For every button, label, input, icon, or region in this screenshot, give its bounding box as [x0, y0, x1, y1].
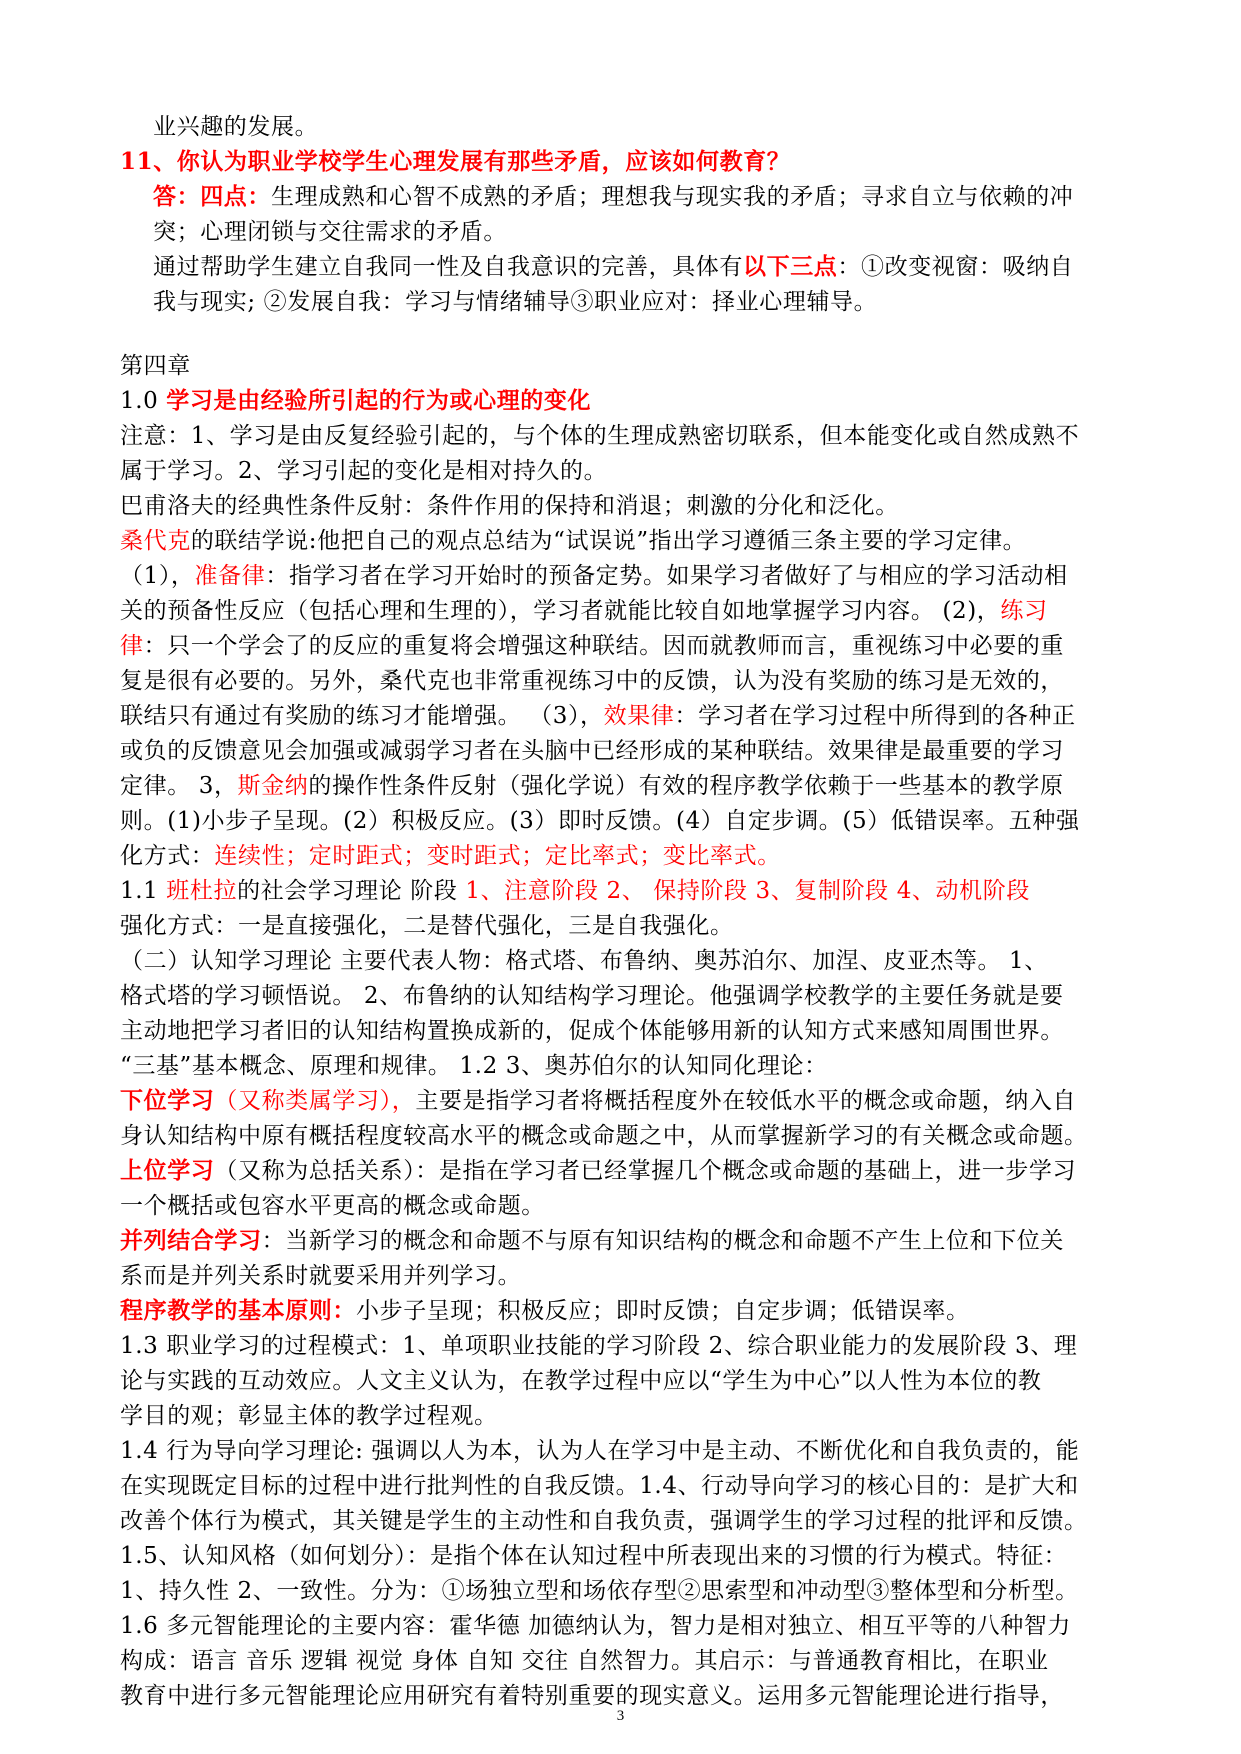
text-line — [120, 1576, 1079, 1606]
highlighted-text: （又称类属学习）， — [214, 1088, 416, 1114]
text-line — [120, 561, 1068, 591]
text-segment: ：当新学习的概念和命题不与原有知识结构的概念和命题不产生上位和下位关 — [261, 1228, 1065, 1254]
highlighted-text: 准备律 — [194, 563, 266, 589]
text-segment: 1.3 职业学习的过程模式：1、单项职业技能的学习阶段 2、综合职业能力的发展阶段 3、理 — [120, 1333, 1078, 1359]
text-line — [120, 1296, 970, 1326]
text-segment: 定律。 3， — [120, 773, 238, 799]
text-line — [120, 147, 790, 177]
text-segment: “三基”基本概念、原理和规律。 1.2 3、奥苏伯尔的认知同化理论： — [120, 1053, 828, 1079]
text-line — [120, 981, 1064, 1011]
highlighted-text: 11、你认为职业学校学生心理发展有那些矛盾，应该如何教育？ — [120, 148, 791, 175]
highlighted-text: 并列结合学习 — [120, 1227, 262, 1254]
text-line — [120, 666, 1064, 696]
highlighted-text: 程序教学的基本原则： — [120, 1297, 356, 1324]
text-line — [120, 596, 1048, 626]
text-line — [153, 182, 1073, 212]
page-number: 3 — [616, 1708, 625, 1724]
text-segment: （二）认知学习理论 主要代表人物：格式塔、布鲁纳、奥苏泊尔、加涅、皮亚杰等。 1、 — [120, 948, 1048, 974]
text-line — [120, 841, 781, 871]
text-line — [120, 806, 1080, 836]
text-segment: 1.0 — [120, 388, 167, 414]
text-line — [120, 911, 734, 941]
text-line — [120, 1016, 1064, 1046]
text-line — [120, 1611, 1071, 1641]
text-segment: 复是很有必要的。另外，桑代克也非常重视练习中的反馈，认为没有奖励的练习是无效的， — [120, 668, 1064, 694]
text-line — [120, 1506, 1088, 1536]
text-line — [120, 1646, 1049, 1676]
text-segment: 主动地把学习者旧的认知结构置换成新的，促成个体能够用新的认知方式来感知周围世界。 — [120, 1018, 1064, 1044]
text-line — [120, 1541, 1067, 1571]
text-line — [153, 252, 1073, 282]
text-segment: 小步子呈现；积极反应；即时反馈；自定步调；低错误率。 — [356, 1298, 970, 1324]
text-line — [120, 1121, 1088, 1151]
text-segment: 论与实践的互动效应。人文主义认为，在教学过程中应以“学生为中心”以人性为本位的教 — [120, 1368, 1042, 1394]
text-line — [120, 1331, 1077, 1361]
text-line — [120, 771, 1064, 801]
text-line — [120, 631, 1064, 661]
highlighted-text: 以下三点 — [743, 253, 838, 280]
highlighted-text: 桑代克 — [120, 528, 191, 554]
text-line — [120, 491, 899, 521]
text-segment: 1.1 — [120, 878, 167, 904]
text-segment: 在实现既定目标的过程中进行批判性的自我反馈。1.4、行动导向学习的核心目的：是扩大和 — [120, 1473, 1079, 1499]
text-segment: （1）， — [120, 563, 195, 589]
text-line — [153, 217, 507, 247]
text-line — [120, 1471, 1079, 1501]
text-segment: 格式塔的学习顿悟说。 2、布鲁纳的认知结构学习理论。他强调学校教学的主要任务就是要 — [120, 983, 1064, 1009]
highlighted-text: 效果律 — [603, 703, 675, 729]
text-segment: 身认知结构中原有概括程度较高水平的概念或命题之中，从而掌握新学习的有关概念或命题。 — [120, 1123, 1088, 1149]
text-segment: 强化方式：一是直接强化，二是替代强化，三是自我强化。 — [120, 913, 734, 939]
text-line — [120, 1436, 1079, 1466]
text-line — [120, 1191, 545, 1221]
text-segment: ：只一个学会了的反应的重复将会增强这种联结。因而就教师而言，重视练习中必要的重 — [143, 633, 1065, 659]
highlighted-text: 1、注意阶段 2、 保持阶段 3、复制阶段 4、动机阶段 — [465, 878, 1030, 904]
text-segment: 改善个体行为模式，其关键是学生的主动性和自我负责，强调学生的学习过程的批评和反馈。 — [120, 1508, 1088, 1534]
text-line — [120, 876, 1030, 906]
highlighted-text: 班杜拉 — [166, 878, 238, 904]
text-line — [120, 1681, 1064, 1711]
highlighted-text: 练习 — [1000, 598, 1048, 624]
text-segment: 联结只有通过有奖励的练习才能增强。 （3）， — [120, 703, 604, 729]
text-segment: 注意：1、学习是由反复经验引起的，与个体的生理成熟密切联系，但本能变化或自然成熟不 — [120, 423, 1080, 449]
text-line — [120, 421, 1079, 451]
text-segment: 化方式： — [120, 843, 215, 869]
text-segment: 构成：语言 音乐 逻辑 视觉 身体 自知 交往 自然智力。其启示：与普通教育相比，在职业 — [120, 1648, 1049, 1674]
text-segment: 第四章 — [120, 353, 191, 379]
text-line — [120, 456, 607, 486]
text-segment: ：①改变视窗：吸纳自 — [837, 254, 1074, 280]
text-segment: ：指学习者在学习开始时的预备定势。如果学习者做好了与相应的学习活动相 — [265, 563, 1068, 589]
text-line — [120, 701, 1076, 731]
highlighted-text: 答：四点： — [153, 183, 271, 210]
text-segment: 生理成熟和心智不成熟的矛盾；理想我与现实我的矛盾；寻求自立与依赖的冲 — [271, 184, 1074, 210]
text-segment: 属于学习。2、学习引起的变化是相对持久的。 — [120, 458, 608, 484]
text-line — [120, 386, 591, 416]
text-segment: 教育中进行多元智能理论应用研究有着特别重要的现实意义。运用多元智能理论进行指导， — [120, 1683, 1064, 1709]
text-segment: 1、持久性 2、一致性。分为：①场独立型和场依存型②思索型和冲动型③整体型和分析型。 — [120, 1578, 1079, 1604]
text-segment: 的联结学说:他把自己的观点总结为“试误说”指出学习遵循三条主要的学习定律。 — [190, 528, 1027, 554]
text-segment: （又称为总括关系）：是指在学习者已经掌握几个概念或命题的基础上，进一步学习 — [214, 1158, 1077, 1184]
text-segment: 巴甫洛夫的经典性条件反射：条件作用的保持和消退；刺激的分化和泛化。 — [120, 493, 899, 519]
text-segment: 主要是指学习者将概括程度外在较低水平的概念或命题，纳入自 — [415, 1088, 1077, 1114]
text-line — [120, 1156, 1076, 1186]
text-segment: 则。(1)小步子呈现。(2）积极反应。(3）即时反馈。(4）自定步调。(5）低错误率。五种强 — [120, 808, 1080, 834]
highlighted-text: 连续性；定时距式；变时距式；定比率式；变比率式。 — [214, 843, 781, 869]
text-segment: 系而是并列关系时就要采用并列学习。 — [120, 1263, 522, 1289]
text-segment: 或负的反馈意见会加强或减弱学习者在头脑中已经形成的某种联结。效果律是最重要的学习 — [120, 738, 1064, 764]
text-segment: 学目的观；彰显主体的教学过程观。 — [120, 1403, 498, 1429]
highlighted-text: 律 — [120, 633, 144, 659]
text-segment: 的社会学习理论 阶段 — [237, 878, 466, 904]
text-line — [120, 736, 1064, 766]
text-line — [120, 1366, 1042, 1396]
text-segment: 我与现实; ②发展自我：学习与情绪辅导③职业应对：择业心理辅导。 — [153, 289, 878, 315]
text-segment: ：学习者在学习过程中所得到的各种正 — [674, 703, 1076, 729]
highlighted-text: 学习是由经验所引起的行为或心理的变化 — [166, 387, 592, 414]
text-segment: 业兴趣的发展。 — [153, 114, 319, 140]
text-segment: 一个概括或包容水平更高的概念或命题。 — [120, 1193, 545, 1219]
text-line — [120, 1226, 1064, 1256]
text-line — [120, 351, 191, 381]
highlighted-text: 下位学习 — [120, 1087, 215, 1114]
text-line — [153, 287, 877, 317]
text-segment: 突；心理闭锁与交往需求的矛盾。 — [153, 219, 507, 245]
highlighted-text: 斯金纳 — [237, 773, 309, 799]
highlighted-text: 上位学习 — [120, 1157, 215, 1184]
text-line — [120, 946, 1048, 976]
text-segment: 1.6 多元智能理论的主要内容：霍华德 加德纳认为，智力是相对独立、相互平等的八种智力 — [120, 1613, 1071, 1639]
text-line — [120, 1086, 1076, 1116]
text-segment: 1.4 行为导向学习理论: 强调以人为本，认为人在学习中是主动、不断优化和自我负责的，能 — [120, 1438, 1080, 1464]
text-segment: 1.5、认知风格（如何划分）：是指个体在认知过程中所表现出来的习惯的行为模式。特征： — [120, 1543, 1068, 1569]
text-line — [153, 112, 318, 142]
text-line — [120, 1261, 521, 1291]
text-line — [120, 1401, 498, 1431]
text-segment: 关的预备性反应（包括心理和生理的），学习者就能比较自如地掌握学习内容。 (2)， — [120, 598, 1001, 624]
text-line — [120, 526, 1026, 556]
text-segment: 的操作性条件反射（强化学说）有效的程序教学依赖于一些基本的教学原 — [308, 773, 1064, 799]
text-segment: 通过帮助学生建立自我同一性及自我意识的完善，具体有 — [153, 254, 743, 280]
text-line — [120, 1051, 828, 1081]
